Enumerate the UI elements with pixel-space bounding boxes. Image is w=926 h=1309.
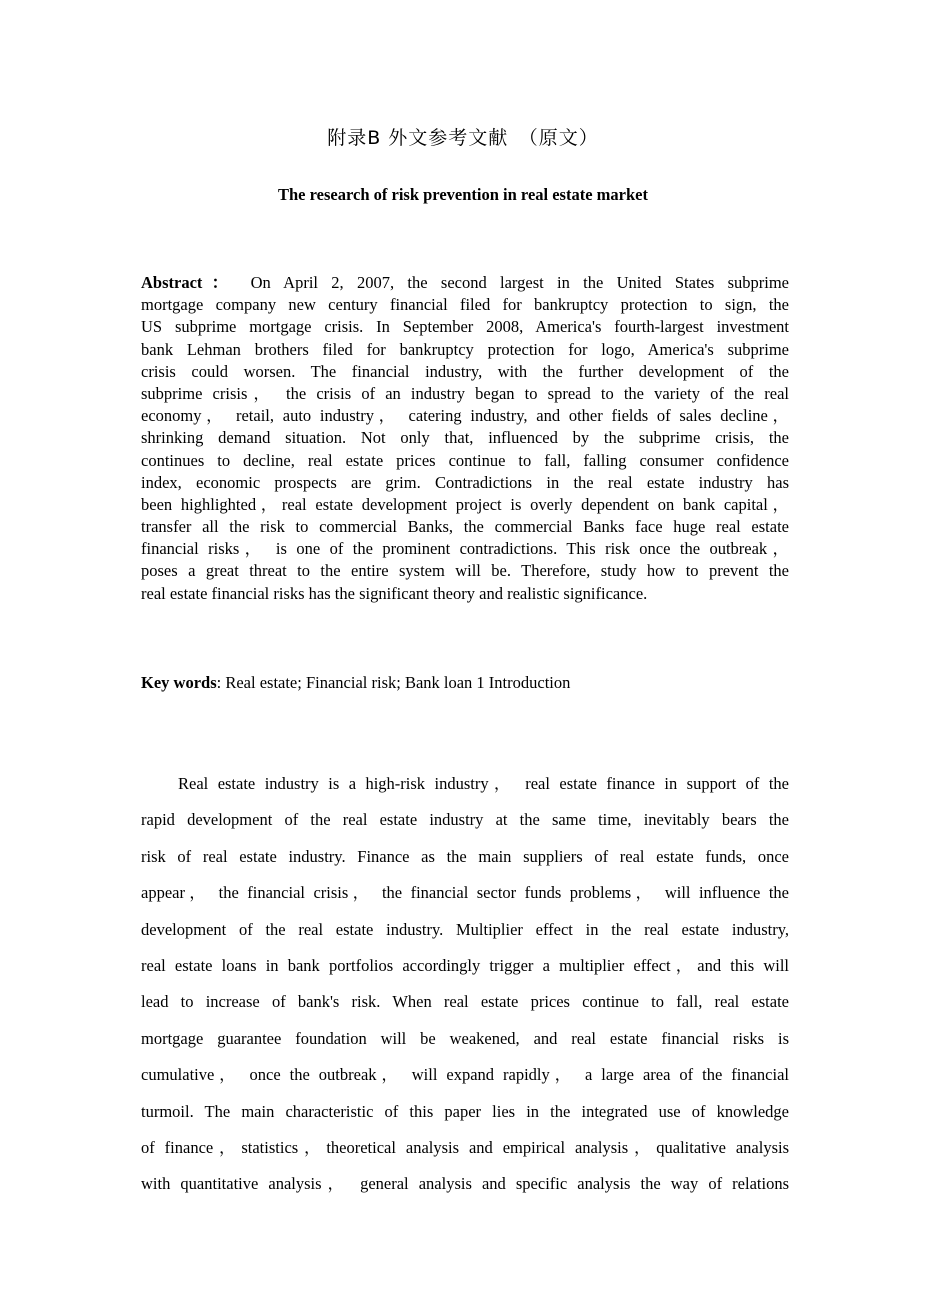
- body-line: development of the real estate industry. Multiplier effect in the real estate industry,: [141, 919, 789, 939]
- abstract-line: transfer all the risk to commercial Banks, the commercial Banks face huge real estate: [141, 517, 789, 537]
- abstract-line: crisis could worsen. The financial industry, with the further development of the: [141, 361, 789, 381]
- body-line: rapid development of the real estate industry at the same time, inevitably bears the: [141, 810, 789, 830]
- abstract-line: US subprime mortgage crisis. In September 2008, America's fourth-largest investment: [141, 317, 789, 337]
- page-title: 附录B 外文参考文献 （原文）: [327, 127, 599, 149]
- abstract-line: financial risks， is one of the prominent contradictions. This risk once the outbreak，: [141, 539, 789, 559]
- paper-title: The research of risk prevention in real estate market: [278, 185, 648, 204]
- abstract-line: continues to decline, real estate prices continue to fall, falling consumer confidence: [141, 450, 789, 470]
- body-line: turmoil. The main characteristic of this paper lies in the integrated use of knowledge: [141, 1101, 789, 1121]
- body-line: Real estate industry is a high-risk industry， real estate finance in support of the: [178, 774, 789, 793]
- abstract-line: real estate financial risks has the significant theory and realistic significance.: [141, 583, 648, 603]
- body-line: lead to increase of bank's risk. When real estate prices continue to fall, real estate: [141, 992, 789, 1012]
- body-line: mortgage guarantee foundation will be weakened, and real estate financial risks is: [141, 1028, 789, 1048]
- abstract-line: been highlighted，real estate development project is overly dependent on bank capital，: [141, 494, 789, 514]
- abstract-line: Abstract： On April 2, 2007, the second largest in the United States subprime: [141, 273, 789, 292]
- abstract-line: mortgage company new century financial filed for bankruptcy protection to sign, the: [141, 295, 789, 315]
- abstract-line: subprime crisis， the crisis of an industry began to spread to the variety of the real: [141, 383, 789, 403]
- body-line: with quantitative analysis， general analysis and specific analysis the way of relations: [141, 1174, 789, 1194]
- body-line: of finance，statistics，theoretical analysis and empirical analysis，qualitative analysis: [141, 1137, 789, 1157]
- body-line: appear， the financial crisis， the financial sector funds problems， will influence the: [141, 883, 789, 903]
- abstract-line: bank Lehman brothers filed for bankruptcy protection for logo, America's subprime: [141, 339, 789, 359]
- body-line: risk of real estate industry. Finance as the main suppliers of real estate funds, once: [141, 846, 789, 866]
- keywords-text: : Real estate; Financial risk; Bank loan 1 Introduction: [216, 673, 571, 692]
- body-line: real estate loans in bank portfolios accordingly trigger a multiplier effect，and this will: [141, 955, 789, 975]
- body-text: [141, 773, 789, 1210]
- abstract-line: shrinking demand situation. Not only that, influenced by the subprime crisis, the: [141, 428, 789, 448]
- abstract-label: Abstract：: [141, 273, 238, 292]
- abstract: [141, 272, 789, 605]
- body-line: cumulative， once the outbreak， will expand rapidly， a large area of the financial: [141, 1065, 789, 1085]
- keywords-label: Key words: [141, 673, 217, 692]
- keywords: [141, 673, 570, 693]
- abstract-line: poses a great threat to the entire system will be. Therefore, study how to prevent the: [141, 561, 789, 581]
- abstract-line: economy， retail, auto industry， catering industry, and other fields of sales decline，: [141, 406, 789, 426]
- abstract-line: index, economic prospects are grim. Contradictions in the real estate industry has: [141, 472, 789, 492]
